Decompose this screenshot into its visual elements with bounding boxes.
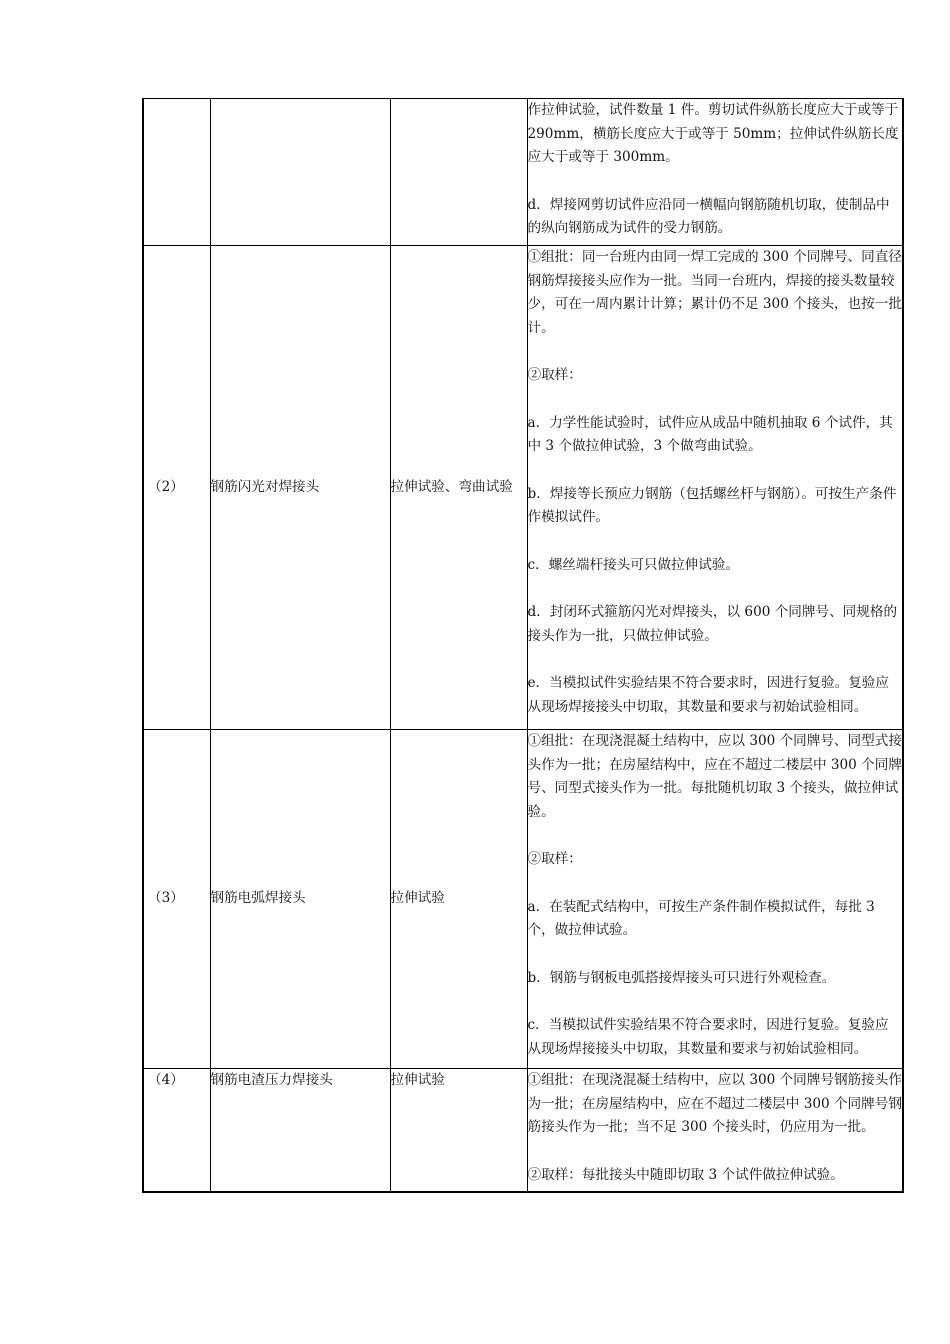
test-type-cell: 拉伸试验 (390, 730, 527, 1069)
requirement-paragraph: c．螺丝端杆接头可只做拉伸试验。 (527, 556, 740, 573)
requirement-cell (527, 99, 903, 246)
row-number-cell: （2） (143, 246, 210, 730)
item-name-cell: 钢筋闪光对焊接头 (210, 246, 390, 730)
table-row (143, 730, 903, 1069)
requirement-paragraph: ②取样： (527, 367, 582, 383)
requirement-paragraph: b．钢筋与钢板电弧搭接焊接头可只进行外观检查。 (527, 969, 836, 986)
requirement-paragraph: 作拉伸试验，试件数量 1 件。剪切试件纵筋长度应大于或等于 290mm，横筋长度应大于或等于 50mm；拉伸试件纵筋长度应大于或等于 300mm。 (527, 102, 899, 165)
specification-table (142, 98, 904, 1193)
requirement-paragraph: ①组批：在现浇混凝土结构中，应以 300 个同牌号、同型式接头作为一批；在房屋结构中，应在不超过二楼层中 300 个同牌号、同型式接头作为一批。每批随机切取 3 个接头，做拉伸试验。 (527, 733, 902, 820)
requirement-paragraph: a．力学性能试验时，试件应从成品中随机抽取 6 个试件，其中 3 个做拉伸试验，3 个做弯曲试验。 (527, 414, 893, 454)
requirement-paragraph: ②取样：每批接头中随即切取 3 个试件做拉伸试验。 (527, 1166, 844, 1183)
table-row (143, 1069, 903, 1192)
item-name-cell: 钢筋电弧焊接头 (210, 730, 390, 1069)
item-name-cell (210, 99, 390, 246)
test-type-cell: 拉伸试验 (390, 1069, 527, 1192)
requirement-cell (527, 1069, 903, 1192)
requirement-paragraph: a．在装配式结构中，可按生产条件制作模拟试件，每批 3 个，做拉伸试验。 (527, 898, 875, 938)
requirement-paragraph: c．当模拟试件实验结果不符合要求时，因进行复验。复验应从现场焊接接头中切取，其数量和要求与初始试验相同。 (527, 1017, 889, 1057)
requirement-paragraph: d．焊接网剪切试件应沿同一横幅向钢筋随机切取，使制品中的纵向钢筋成为试件的受力钢筋。 (527, 196, 890, 236)
table-row (143, 99, 903, 246)
test-type-cell: 拉伸试验、弯曲试验 (390, 246, 527, 730)
requirement-paragraph: d．封闭环式箍筋闪光对焊接头，以 600 个同牌号、同规格的接头作为一批，只做拉伸试验。 (527, 604, 898, 644)
requirement-paragraph: ①组批：在现浇混凝土结构中，应以 300 个同牌号钢筋接头作为一批；在房屋结构中，应在不超过二楼层中 300 个同牌号钢筋接头作为一批；当不足 300 个接头时，仍应用为一批。 (527, 1072, 902, 1135)
row-number-cell: （4） (143, 1069, 210, 1192)
requirement-paragraph: e．当模拟试件实验结果不符合要求时，因进行复验。复验应从现场焊接接头中切取，其数量和要求与初始试验相同。 (527, 675, 889, 715)
requirement-paragraph: ①组批：同一台班内由同一焊工完成的 300 个同牌号、同直径钢筋焊接接头应作为一批。当同一台班内，焊接的接头数量较少，可在一周内累计计算；累计仍不足 300 个接头，也按一批计。 (527, 249, 902, 336)
row-number-cell (143, 99, 210, 246)
row-number-cell: （3） (143, 730, 210, 1069)
requirement-paragraph: ②取样： (527, 851, 582, 867)
requirement-cell (527, 730, 903, 1069)
table-row (143, 246, 903, 730)
requirement-cell (527, 246, 903, 730)
test-type-cell (390, 99, 527, 246)
item-name-cell: 钢筋电渣压力焊接头 (210, 1069, 390, 1192)
requirement-paragraph: b．焊接等长预应力钢筋（包括螺丝杆与钢筋）。可按生产条件作模拟试件。 (527, 485, 897, 525)
